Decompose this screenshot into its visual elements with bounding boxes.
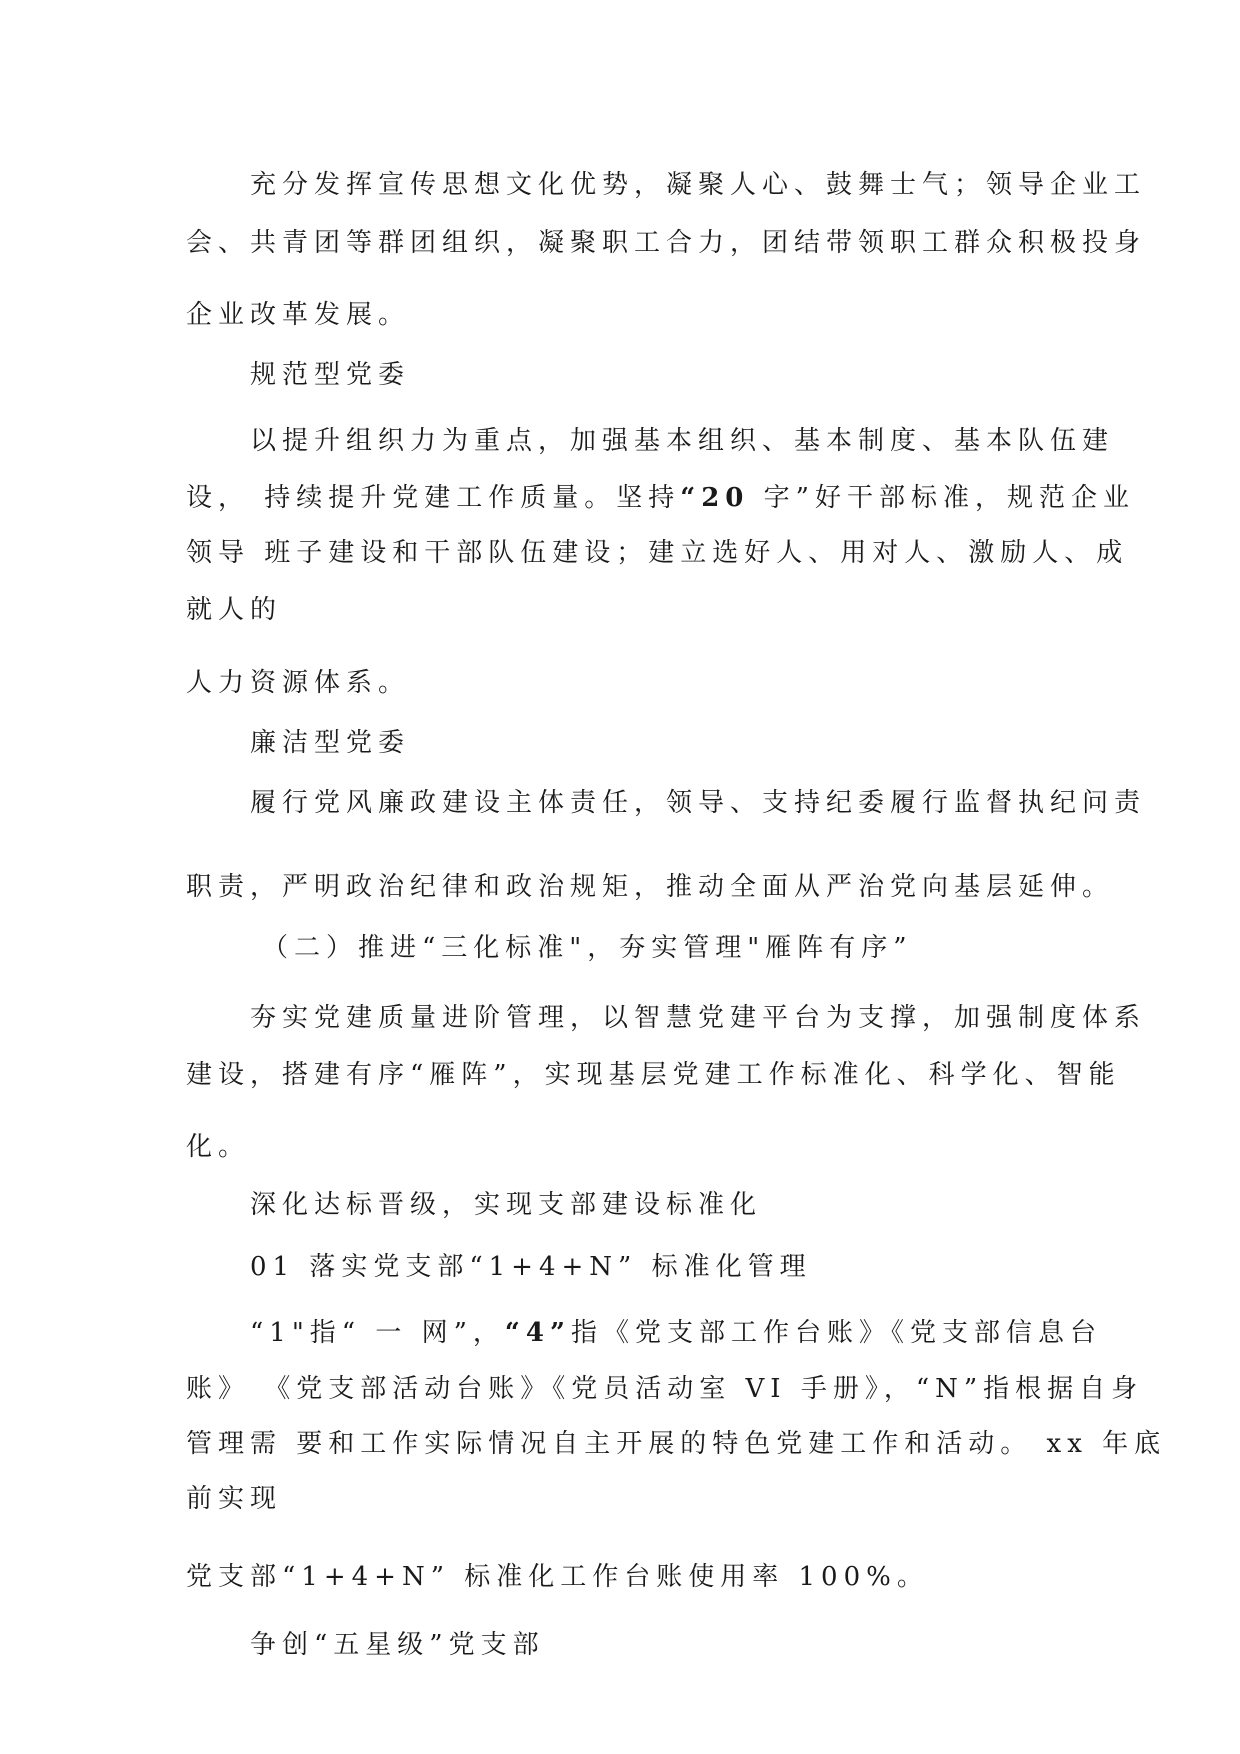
paragraph-line: 就人的 <box>186 595 283 625</box>
paragraph-line: 建设，搭建有序“雁阵”，实现基层党建工作标准化、科学化、智能 <box>186 1060 1121 1090</box>
paragraph-line: 账》 《党支部活动台账》《党员活动室 VI 手册》，“N”指根据自身 <box>186 1374 1144 1404</box>
section-heading: 规范型党委 <box>250 360 411 390</box>
paragraph-line: 人力资源体系。 <box>186 668 411 698</box>
line-text: 指《党支部工作台账》《党支部信息台 <box>570 1318 1102 1348</box>
paragraph-line: 履行党风廉政建设主体责任，领导、支持纪委履行监督执纪问责 <box>250 788 1147 818</box>
section-heading: 深化达标晋级，实现支部建设标准化 <box>250 1190 763 1220</box>
paragraph-line: 夯实党建质量进阶管理，以智慧党建平台为支撑，加强制度体系 <box>250 1003 1147 1033</box>
paragraph-line: 党支部“1+4+N” 标准化工作台账使用率 100%。 <box>186 1562 929 1592</box>
line-text: 设， 持续提升党建工作质量。坚持 <box>186 483 681 513</box>
bold-text: “4” <box>504 1318 571 1348</box>
paragraph-line: 企业改革发展。 <box>186 300 411 330</box>
paragraph-line: 职责，严明政治纪律和政治规矩，推动全面从严治党向基层延伸。 <box>186 872 1115 902</box>
paragraph-line: 化。 <box>186 1132 251 1162</box>
paragraph-line: 领导 班子建设和干部队伍建设；建立选好人、用对人、激励人、成 <box>186 538 1129 568</box>
line-text: 字”好干部标准，规范企业 <box>749 483 1135 513</box>
section-heading: 01 落实党支部“1+4+N” 标准化管理 <box>250 1252 812 1282</box>
paragraph-line <box>250 1316 1102 1350</box>
section-heading: 廉洁型党委 <box>250 728 411 758</box>
bold-text: “20 <box>680 483 750 513</box>
paragraph-line: 充分发挥宣传思想文化优势，凝聚人心、鼓舞士气；领导企业工 <box>250 170 1147 200</box>
section-heading: （二）推进“三化标准"，夯实管理"雁阵有序” <box>262 933 913 963</box>
paragraph-line: 会、共青团等群团组织，凝聚职工合力，团结带领职工群众积极投身 <box>186 228 1147 258</box>
line-text: “1"指“ 一 网”， <box>250 1318 505 1348</box>
paragraph-line: 以提升组织力为重点，加强基本组织、基本制度、基本队伍建 <box>250 426 1115 456</box>
paragraph-line: 前实现 <box>186 1484 283 1514</box>
section-heading: 争创“五星级”党支部 <box>250 1630 545 1660</box>
paragraph-line <box>186 481 1135 515</box>
paragraph-line: 管理需 要和工作实际情况自主开展的特色党建工作和活动。 xx 年底 <box>186 1429 1167 1459</box>
